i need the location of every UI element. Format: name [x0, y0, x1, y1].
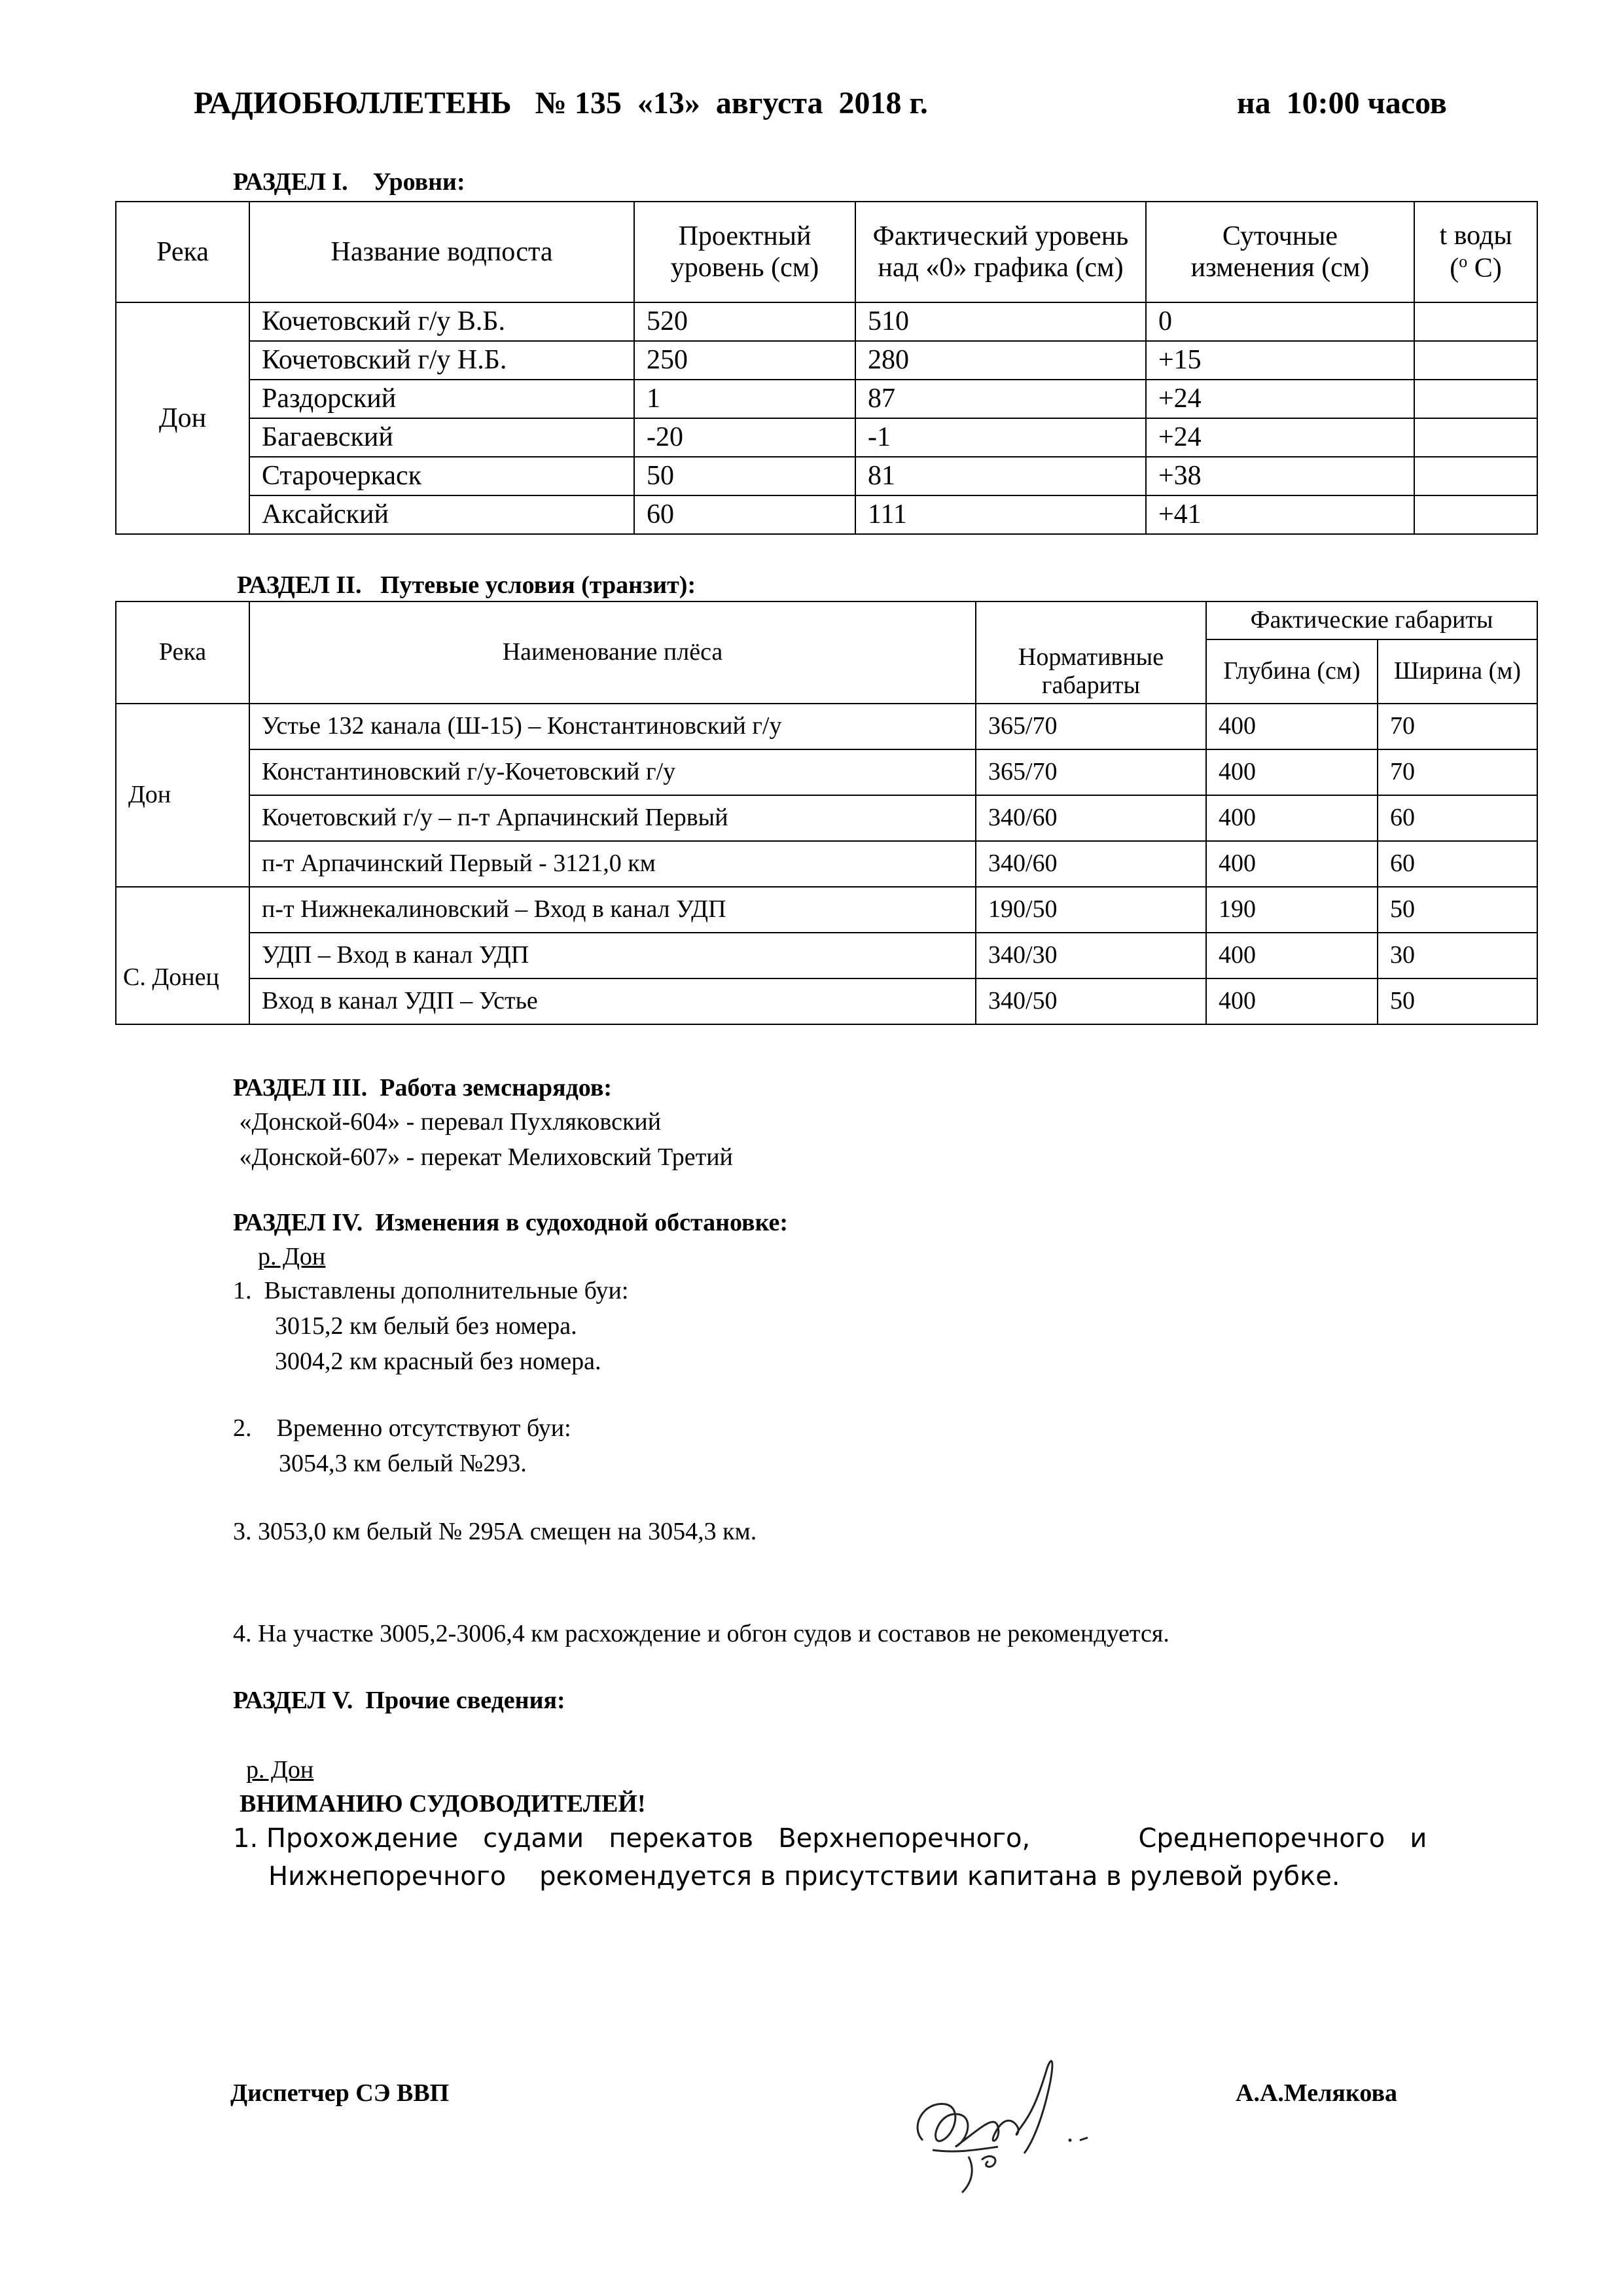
post-name: Раздорский: [249, 380, 634, 418]
table-row: [116, 887, 1537, 933]
water-temp: [1414, 380, 1537, 418]
water-temp: [1414, 495, 1537, 534]
signature: [883, 2042, 1099, 2206]
table-row: [116, 457, 1537, 495]
bulletin-time: на 10:00 часов: [1237, 86, 1447, 120]
col-water-temp-unit-open: (: [1450, 253, 1459, 283]
design-level: 1: [634, 380, 855, 418]
col-design-level: Проектный уровень (см): [634, 202, 855, 302]
water-temp: [1414, 341, 1537, 380]
actual-level: 510: [855, 302, 1146, 341]
attention-heading: ВНИМАНИЮ СУДОВОДИТЕЛЕЙ!: [240, 1790, 646, 1818]
section4-river: р. Дон: [258, 1243, 326, 1270]
col-river: Река: [116, 601, 249, 704]
normative-dimensions: 340/50: [976, 978, 1206, 1024]
design-level: 520: [634, 302, 855, 341]
col-water-temp: [1414, 202, 1537, 302]
post-name: Кочетовский г/у В.Б.: [249, 302, 634, 341]
normative-dimensions: 340/60: [976, 795, 1206, 841]
dispatcher-name: А.А.Мелякова: [1236, 2079, 1397, 2107]
water-temp: [1414, 302, 1537, 341]
section5-item1-line1: 1. Прохождение судами перекатов Верхнепоречного, Среднепоречного и: [233, 1823, 1427, 1854]
stretch-name: п-т Нижнекалиновский – Вход в канал УДП: [249, 887, 976, 933]
daily-change: +24: [1146, 418, 1414, 457]
daily-change: +15: [1146, 341, 1414, 380]
stretch-name: Кочетовский г/у – п-т Арпачинский Первый: [249, 795, 976, 841]
bulletin-title: РАДИОБЮЛЛЕТЕНЬ № 135 «13» августа 2018 г.: [194, 86, 928, 120]
section2-heading: РАЗДЕЛ II. Путевые условия (транзит):: [237, 571, 696, 599]
post-name: Багаевский: [249, 418, 634, 457]
table-row: [116, 302, 1537, 341]
table-row: [116, 418, 1537, 457]
post-name: Старочеркаск: [249, 457, 634, 495]
actual-level: 280: [855, 341, 1146, 380]
section5-river: р. Дон: [246, 1756, 314, 1784]
width: 30: [1378, 933, 1537, 978]
width: 70: [1378, 749, 1537, 795]
section1-heading: РАЗДЕЛ I. Уровни:: [233, 168, 465, 196]
daily-change: 0: [1146, 302, 1414, 341]
actual-level: 81: [855, 457, 1146, 495]
route-header-row: [116, 601, 1537, 639]
col-daily-change: Суточные изменения (см): [1146, 202, 1414, 302]
dispatcher-role: Диспетчер СЭ ВВП: [230, 2079, 450, 2107]
normative-dimensions: 340/30: [976, 933, 1206, 978]
levels-header-row: [116, 202, 1537, 302]
table-row: [116, 495, 1537, 534]
col-water-temp-unit-close: C): [1467, 253, 1502, 283]
table-row: [116, 933, 1537, 978]
stretch-name: Константиновский г/у-Кочетовский г/у: [249, 749, 976, 795]
buoy-line: 3004,2 км красный без номера.: [275, 1348, 601, 1375]
col-post-name: Название водпоста: [249, 202, 634, 302]
river-cell: Дон: [116, 302, 249, 534]
water-temp: [1414, 457, 1537, 495]
depth: 400: [1206, 704, 1378, 749]
section4-item3: 3. 3053,0 км белый № 295А смещен на 3054,3 км.: [233, 1518, 757, 1545]
table-row: [116, 978, 1537, 1024]
design-level: 50: [634, 457, 855, 495]
table-row: [116, 795, 1537, 841]
actual-level: 87: [855, 380, 1146, 418]
width: 60: [1378, 795, 1537, 841]
normative-dimensions: 340/60: [976, 841, 1206, 887]
col-water-temp-degree: o: [1459, 251, 1468, 271]
depth: 400: [1206, 978, 1378, 1024]
section4-item1-title: 1. Выставлены дополнительные буи:: [233, 1277, 629, 1304]
col-actual-dimensions: Фактические габариты: [1206, 601, 1537, 639]
buoy-line: 3054,3 км белый №293.: [279, 1450, 527, 1477]
stretch-name: п-т Арпачинский Первый - 3121,0 км: [249, 841, 976, 887]
daily-change: +24: [1146, 380, 1414, 418]
design-level: -20: [634, 418, 855, 457]
depth: 400: [1206, 749, 1378, 795]
section3-heading: РАЗДЕЛ III. Работа земснарядов:: [233, 1074, 613, 1102]
section4-heading: РАЗДЕЛ IV. Изменения в судоходной обстановке:: [233, 1209, 789, 1236]
levels-table: [115, 201, 1538, 535]
table-row: [116, 380, 1537, 418]
section4-item4: 4. На участке 3005,2-3006,4 км расхождение и обгон судов и составов не рекомендуется.: [233, 1620, 1169, 1647]
depth: 400: [1206, 933, 1378, 978]
dredger-line: «Донской-607» - перекат Мелиховский Третий: [233, 1143, 733, 1171]
col-stretch-name: Наименование плёса: [249, 601, 976, 704]
normative-dimensions: 190/50: [976, 887, 1206, 933]
col-river: Река: [116, 202, 249, 302]
col-width: Ширина (м): [1378, 639, 1537, 704]
stretch-name: УДП – Вход в канал УДП: [249, 933, 976, 978]
river-cell: Дон: [116, 704, 249, 887]
normative-dimensions: 365/70: [976, 749, 1206, 795]
post-name: Аксайский: [249, 495, 634, 534]
table-row: [116, 841, 1537, 887]
width: 60: [1378, 841, 1537, 887]
dredger-line: «Донской-604» - перевал Пухляковский: [233, 1108, 662, 1136]
section5-heading: РАЗДЕЛ V. Прочие сведения:: [233, 1687, 565, 1714]
design-level: 250: [634, 341, 855, 380]
daily-change: +41: [1146, 495, 1414, 534]
depth: 190: [1206, 887, 1378, 933]
actual-level: -1: [855, 418, 1146, 457]
normative-dimensions: 365/70: [976, 704, 1206, 749]
water-temp: [1414, 418, 1537, 457]
col-normative-dimensions: Нормативные габариты: [976, 601, 1206, 704]
section5-item1-line2: Нижнепоречного рекомендуется в присутствии капитана в рулевой рубке.: [268, 1861, 1340, 1892]
actual-level: 111: [855, 495, 1146, 534]
buoy-line: 3015,2 км белый без номера.: [275, 1312, 577, 1340]
route-conditions-table: [115, 601, 1538, 1025]
table-row: [116, 341, 1537, 380]
table-row: [116, 749, 1537, 795]
section4-item2-title: 2. Временно отсутствуют буи:: [233, 1414, 571, 1442]
stretch-name: Вход в канал УДП – Устье: [249, 978, 976, 1024]
depth: 400: [1206, 795, 1378, 841]
width: 50: [1378, 887, 1537, 933]
stretch-name: Устье 132 канала (Ш-15) – Константиновский г/у: [249, 704, 976, 749]
daily-change: +38: [1146, 457, 1414, 495]
col-water-temp-main: t воды: [1439, 221, 1512, 251]
width: 50: [1378, 978, 1537, 1024]
col-actual-level: Фактический уровень над «0» графика (см): [855, 202, 1146, 302]
col-depth: Глубина (см): [1206, 639, 1378, 704]
river-cell: С. Донец: [116, 887, 249, 1024]
width: 70: [1378, 704, 1537, 749]
table-row: [116, 704, 1537, 749]
depth: 400: [1206, 841, 1378, 887]
post-name: Кочетовский г/у Н.Б.: [249, 341, 634, 380]
design-level: 60: [634, 495, 855, 534]
